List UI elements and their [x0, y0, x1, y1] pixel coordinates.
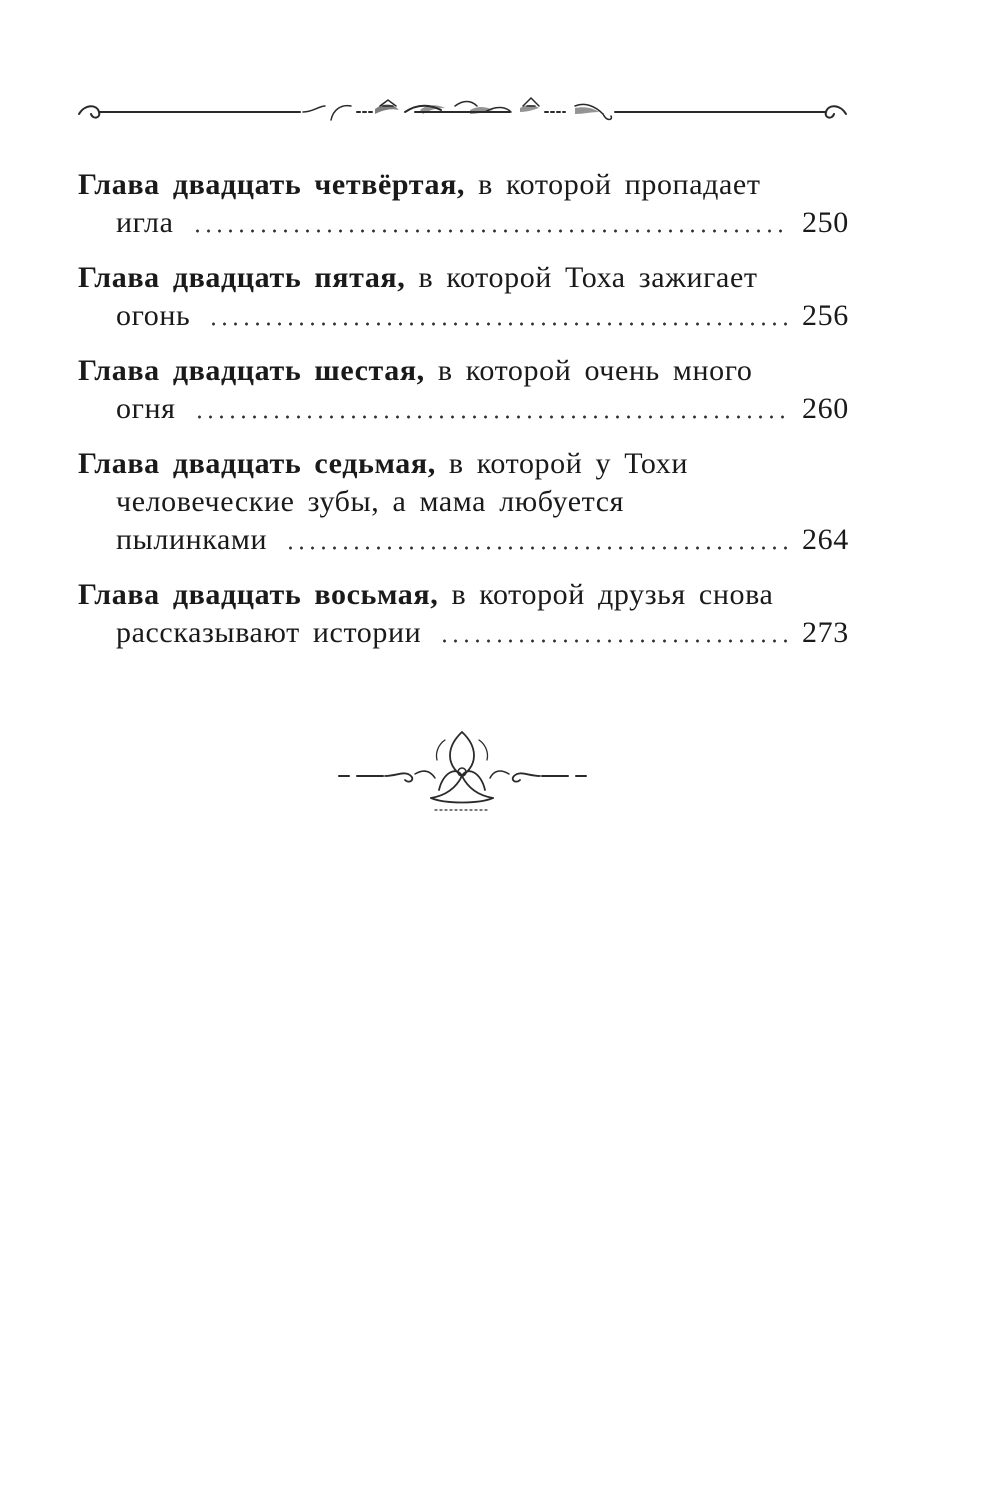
- dot-leader: [194, 415, 788, 419]
- page-number: 256: [802, 299, 849, 332]
- toc-entry[interactable]: [78, 445, 848, 559]
- chapter-title: Глава двадцать шестая,: [78, 354, 425, 387]
- toc-entry-heading: [78, 445, 848, 483]
- chapter-subtitle-end: огня: [116, 392, 176, 425]
- toc-entry[interactable]: [78, 352, 848, 428]
- toc-entry-heading: [78, 259, 848, 297]
- toc-entry[interactable]: [78, 576, 848, 652]
- page-number: 250: [802, 206, 849, 239]
- chapter-subtitle: в которой очень много: [424, 354, 753, 387]
- toc-entry-heading: [78, 352, 848, 390]
- chapter-subtitle-continuation: человеческие зубы, а мама любуется: [116, 485, 625, 518]
- flourish-divider-icon: [75, 92, 850, 132]
- chapter-subtitle: в которой у Тохи: [435, 447, 688, 480]
- page-number: 273: [802, 616, 849, 649]
- page-number: 260: [802, 392, 849, 425]
- page-number: 264: [802, 523, 849, 556]
- table-of-contents: [78, 166, 848, 669]
- chapter-subtitle-end: рассказывают истории: [116, 616, 422, 649]
- triquetra-vignette-icon: [335, 724, 590, 814]
- toc-entry-last-line: [78, 204, 848, 242]
- dot-leader: [208, 322, 788, 326]
- toc-entry-last-line: [78, 521, 848, 559]
- dot-leader: [192, 229, 788, 233]
- chapter-subtitle: в которой пропадает: [465, 168, 761, 201]
- dot-leader: [285, 546, 788, 550]
- chapter-subtitle: в которой друзья снова: [438, 578, 774, 611]
- toc-entry-heading: [78, 166, 848, 204]
- chapter-subtitle-end: огонь: [116, 299, 191, 332]
- chapter-title: Глава двадцать восьмая,: [78, 578, 439, 611]
- chapter-title: Глава двадцать седьмая,: [78, 447, 436, 480]
- chapter-title: Глава двадцать четвёртая,: [78, 168, 466, 201]
- chapter-subtitle-end: игла: [116, 206, 174, 239]
- toc-entry-heading: [78, 576, 848, 614]
- chapter-title: Глава двадцать пятая,: [78, 261, 406, 294]
- toc-entry[interactable]: [78, 166, 848, 242]
- dot-leader: [439, 639, 788, 643]
- toc-entry[interactable]: [78, 259, 848, 335]
- toc-entry-last-line: [78, 297, 848, 335]
- toc-entry-last-line: [78, 614, 848, 652]
- chapter-subtitle: в которой Тоха зажигает: [405, 261, 758, 294]
- toc-entry-last-line: [78, 390, 848, 428]
- chapter-subtitle-end: пылинками: [116, 523, 268, 556]
